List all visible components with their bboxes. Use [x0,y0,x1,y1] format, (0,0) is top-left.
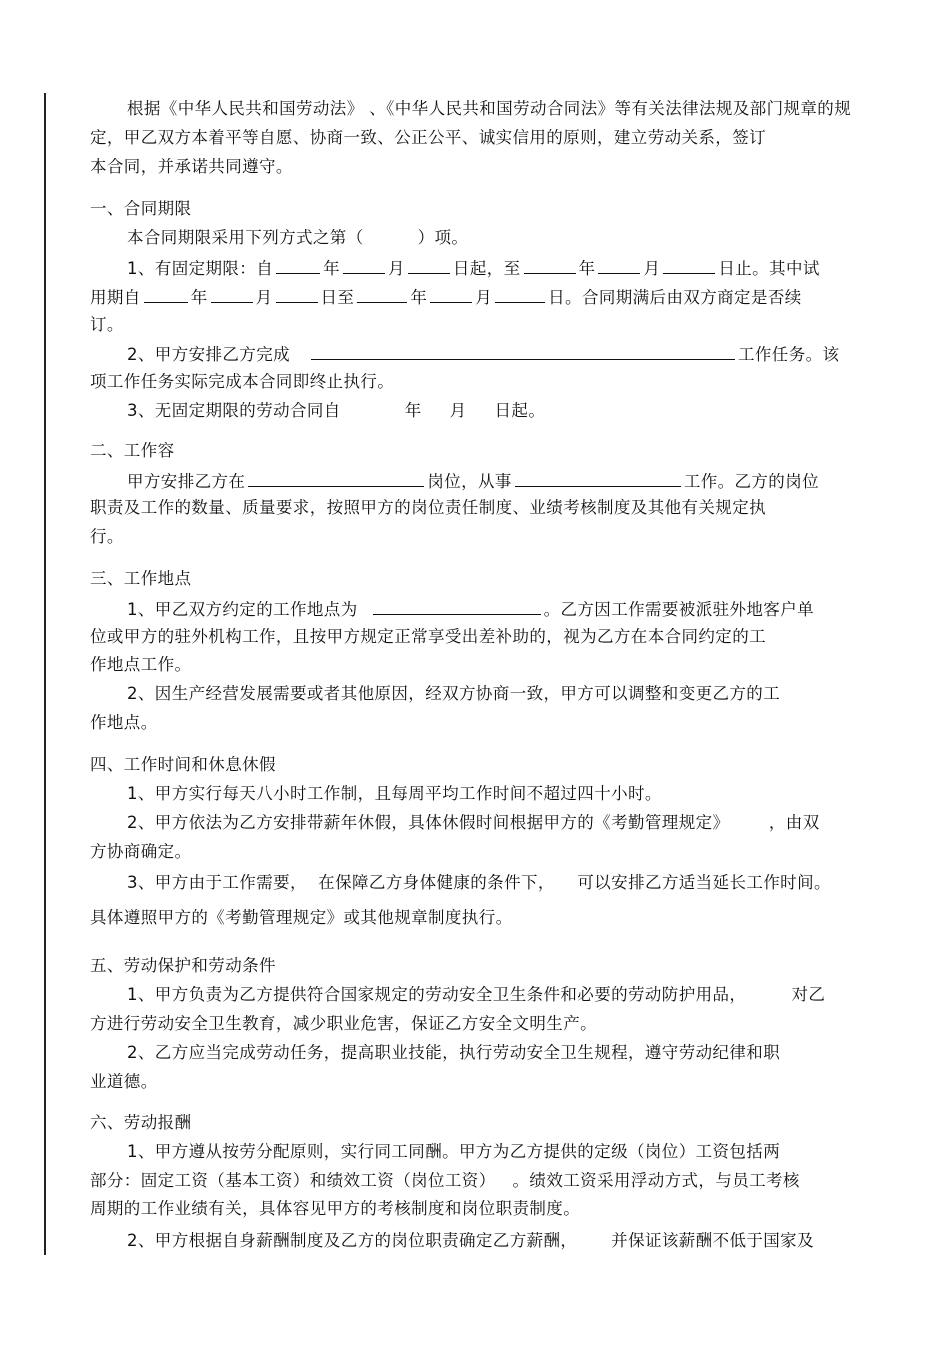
blank-field[interactable] [524,257,576,274]
s6-item-2: 2、甲方根据自身薪酬制度及乙方的岗位职责确定乙方薪酬， 并保证该薪酬不低于国家及 [127,1231,814,1250]
s5-item-1: 1、甲方负责为乙方提供符合国家规定的劳动安全卫生条件和必要的劳动防护用品， 对乙 [127,985,826,1004]
section-1-title: 一、合同期限 [90,199,192,218]
blank-field[interactable] [276,257,320,274]
s4-item-2-line-2: 方协商确定。 [90,842,192,861]
blank-field[interactable] [144,286,188,303]
blank-field[interactable] [430,286,472,303]
preamble-line-1: 根据《中华人民共和国劳动法》 、《中华人民共和国劳动合同法》等有关法律法规及部门规章的规 [127,99,852,118]
blank-field[interactable] [276,286,318,303]
s4-item-2: 2、甲方依法为乙方安排带薪年休假，具体休假时间根据甲方的《考勤管理规定》 ，由双 [127,813,820,832]
s6-item-1-line-2: 部分：固定工资（基本工资）和绩效工资（岗位工资） 。绩效工资采用浮动方式，与员工考核 [90,1171,800,1190]
s1-intro: 本合同期限采用下列方式之第（ ）项。 [127,228,469,247]
s3-item-2: 2、因生产经营发展需要或者其他原因，经双方协商一致，甲方可以调整和变更乙方的工 [127,684,781,703]
s2-line-3: 行。 [90,527,124,546]
s2-line-1: 甲方安排乙方在 岗位，从事 工作。乙方的岗位 [127,472,820,491]
s5-item-1-line-2: 方进行劳动安全卫生教育，减少职业危害，保证乙方安全文明生产。 [90,1014,597,1033]
section-4-title: 四、工作时间和休息休假 [90,755,276,774]
blank-field[interactable] [373,598,541,615]
blank-field[interactable] [343,257,385,274]
s6-item-1-line-3: 周期的工作业绩有关，具体容见甲方的考核制度和岗位职责制度。 [90,1199,581,1218]
blank-field[interactable] [598,257,640,274]
section-3-title: 三、工作地点 [90,569,192,588]
blank-field[interactable] [408,257,450,274]
blank-field[interactable] [211,286,253,303]
s1-item-3: 3、无固定期限的劳动合同自 年 月 日起。 [127,401,546,420]
s1-item-1: 1、有固定期限：自 年 月 日起，至 年 月 日止。其中试 [127,259,820,278]
s5-item-2-line-2: 业道德。 [90,1072,158,1091]
s1-item-1-line-2: 用期自 年 月 日至 年 月 日。合同期满后由双方商定是否续 [90,288,802,307]
s3-item-2-line-2: 作地点。 [90,713,158,732]
blank-field[interactable] [515,470,681,487]
s3-item-1-line-2: 位或甲方的驻外机构工作，且按甲方规定正常享受出差补助的，视为乙方在本合同约定的工 [90,627,766,646]
s2-line-2: 职责及工作的数量、质量要求，按照甲方的岗位责任制度、业绩考核制度及其他有关规定执 [90,498,766,517]
s4-item-3-line-2: 具体遵照甲方的《考勤管理规定》或其他规章制度执行。 [90,908,513,927]
s1-item-1-line-3: 订。 [90,315,124,334]
section-2-title: 二、工作容 [90,441,175,460]
s1-item-2-line-2: 项工作任务实际完成本合同即终止执行。 [90,372,395,391]
s1-item-2: 2、甲方安排乙方完成 工作任务。该 [127,345,840,364]
blank-field[interactable] [248,470,424,487]
preamble-line-3: 本合同，并承诺共同遵守。 [90,157,293,176]
blank-field[interactable] [663,257,715,274]
blank-field[interactable] [495,286,545,303]
left-margin-rule [44,93,46,1255]
s4-item-1: 1、甲方实行每天八小时工作制，且每周平均工作时间不超过四十小时。 [127,784,662,803]
s6-item-1: 1、甲方遵从按劳分配原则，实行同工同酬。甲方为乙方提供的定级（岗位）工资包括两 [127,1142,781,1161]
preamble-line-2: 定，甲乙双方本着平等自愿、协商一致、公正公平、诚实信用的原则，建立劳动关系，签订 [90,128,766,147]
blank-field[interactable] [357,286,407,303]
section-6-title: 六、劳动报酬 [90,1113,192,1132]
section-5-title: 五、劳动保护和劳动条件 [90,956,276,975]
s3-item-1: 1、甲乙双方约定的工作地点为 。乙方因工作需要被派驻外地客户单 [127,600,815,619]
s3-item-1-line-3: 作地点工作。 [90,655,192,674]
s4-item-3: 3、甲方由于工作需要， 在保障乙方身体健康的条件下， 可以安排乙方适当延长工作时间。 [127,873,831,892]
blank-field[interactable] [311,343,735,360]
s5-item-2: 2、乙方应当完成劳动任务，提高职业技能，执行劳动安全卫生规程，遵守劳动纪律和职 [127,1043,781,1062]
